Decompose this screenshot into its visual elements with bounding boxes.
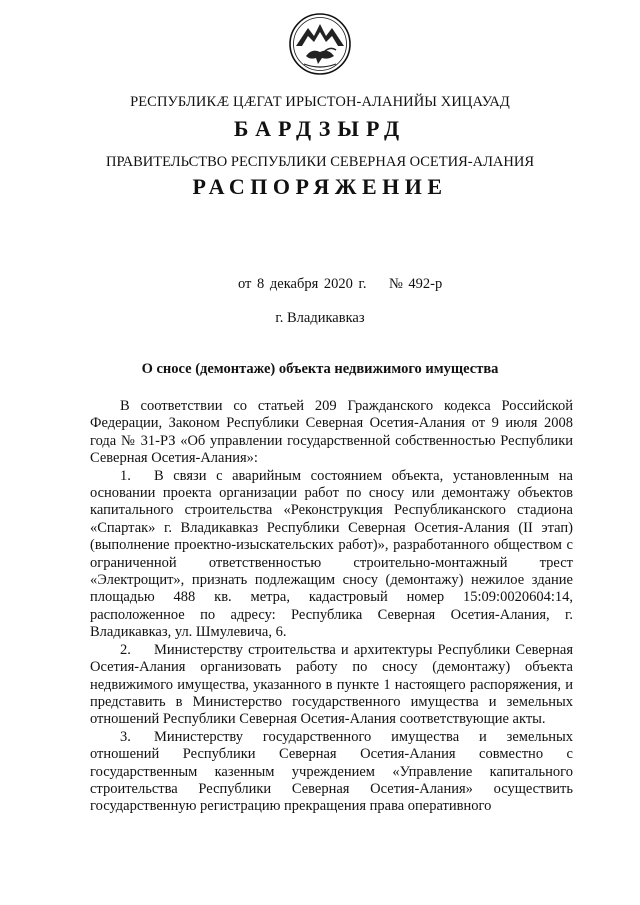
item-number: 3. xyxy=(120,728,131,745)
doc-type-ossetian: БАРДЗЫРД xyxy=(233,116,407,141)
document-number: № 492-р xyxy=(388,276,443,292)
document-date: от 8 декабря 2020 г. xyxy=(238,276,367,292)
document-city: г. Владикавказ xyxy=(275,310,365,326)
doc-type-russian: РАСПОРЯЖЕНИЕ xyxy=(192,174,448,199)
document-title: О сносе (демонтаже) объекта недвижимого имущества xyxy=(141,361,499,377)
list-item xyxy=(90,642,573,729)
coat-of-arms-icon xyxy=(288,12,352,76)
document-body xyxy=(90,398,573,816)
header-line-russian: ПРАВИТЕЛЬСТВО РЕСПУБЛИКИ СЕВЕРНАЯ ОСЕТИЯ-АЛАНИЯ xyxy=(105,154,535,170)
item-text: В связи с аварийным состоянием объекта, установленным на основании проекта организации работ по сносу или демонтажу объектов капитального строительства «Реконструкция Республиканского стадиона «Спартак» г. Владикавказ Республики Северная Осетия-Алания (II этап) (выполнение проектно-изыскательских работ)», разработанного обществом с ограниченной ответственностью строительно-монтажный трест «Электрощит», признать подлежащим сносу (демонтажу) нежилое здание площадью 488 кв. метра, кадастровый номер 15:09:0020604:14, расположенное по адресу: Республика Северная Осетия-Алания, г. Владикавказ, ул. Шмулевича, 6. xyxy=(90,467,573,641)
list-item xyxy=(90,468,573,642)
date-number-line xyxy=(238,276,442,293)
header-line-ossetian: РЕСПУБЛИКӔ ЦӔГАТ ИРЫСТОН-АЛАНИЙЫ ХИЦАУАД xyxy=(130,94,510,110)
item-text: Министерству строительства и архитектуры Республики Северная Осетия-Алания организовать работу по сносу (демонтажу) объекта недвижимого имущества, указанного в пункте 1 настоящего распоряжения, и представить в Министерство государственного имущества и земельных отношений Республики Северная Осетия-Алания соответствующие акты. xyxy=(90,641,573,728)
list-item xyxy=(90,729,573,816)
item-text: Министерству государственного имущества и земельных отношений Республики Северная Осетия-Алания совместно с государственным казенным учреждением «Управление капитального строительства Республики Северная Осетия-Алания» осуществить государственную регистрацию прекращения права оперативного xyxy=(90,728,573,815)
item-number: 1. xyxy=(120,467,131,484)
preamble-paragraph: В соответствии со статьей 209 Гражданского кодекса Российской Федерации, Законом Республики Северная Осетия-Алания от 9 июля 2008 года № 31-РЗ «Об управлении государственной собственностью Республики Северная Осетия-Алания»: xyxy=(90,398,573,467)
item-number: 2. xyxy=(120,641,131,658)
